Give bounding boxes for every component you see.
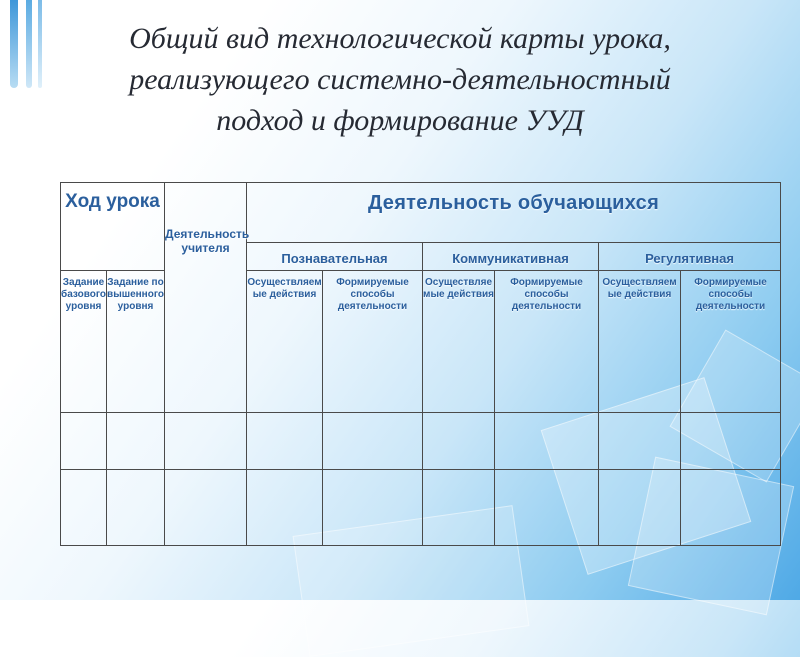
table-cell bbox=[247, 413, 323, 470]
table-cell bbox=[323, 470, 423, 546]
table-cell bbox=[599, 470, 681, 546]
lesson-map-table bbox=[60, 182, 781, 546]
title-line-2: реализующего системно-деятельностный bbox=[129, 63, 671, 96]
table-cell bbox=[495, 470, 599, 546]
table-cell bbox=[165, 470, 247, 546]
header-osushchestvlyaemye-deystviya: Осуществляемые действия bbox=[247, 271, 323, 413]
header-osushchestvlyaemye-deystviya: Осуществляемые действия bbox=[423, 271, 495, 413]
header-hod-uroka: Ход урока bbox=[61, 183, 165, 271]
header-deyatelnost-obuchayushchikhsya: Деятельность обучающихся bbox=[247, 183, 781, 243]
header-zadanie-povyshennogo: Задание повышенного уровня bbox=[107, 271, 165, 413]
decor-stripe bbox=[10, 0, 18, 88]
header-regulyativnaya: Регулятивная bbox=[599, 243, 781, 271]
table-cell bbox=[247, 470, 323, 546]
table-cell bbox=[681, 470, 781, 546]
decor-stripe bbox=[26, 0, 32, 88]
table-cell bbox=[423, 470, 495, 546]
table-row bbox=[61, 413, 781, 470]
table-cell bbox=[61, 413, 107, 470]
table-cell bbox=[495, 413, 599, 470]
header-zadanie-bazovogo: Задание базового уровня bbox=[61, 271, 107, 413]
header-formiruemye-sposoby: Формируемые способы деятельности bbox=[323, 271, 423, 413]
table-row bbox=[61, 470, 781, 546]
header-formiruemye-sposoby: Формируемые способы деятельности bbox=[681, 271, 781, 413]
table-cell bbox=[107, 413, 165, 470]
table-cell bbox=[107, 470, 165, 546]
header-kommunikativnaya: Коммуникативная bbox=[423, 243, 599, 271]
title-line-1: Общий вид технологической карты урока, bbox=[129, 22, 671, 55]
table-cell bbox=[599, 413, 681, 470]
table-row bbox=[61, 183, 781, 243]
table-cell bbox=[423, 413, 495, 470]
header-deyatelnost-uchitelya: Деятельность учителя bbox=[165, 183, 247, 413]
table-cell bbox=[61, 470, 107, 546]
table-cell bbox=[681, 413, 781, 470]
header-formiruemye-sposoby: Формируемые способы деятельности bbox=[495, 271, 599, 413]
header-osushchestvlyaemye-deystviya: Осуществляемые действия bbox=[599, 271, 681, 413]
slide-title bbox=[40, 18, 760, 141]
header-poznavatelnaya: Познавательная bbox=[247, 243, 423, 271]
title-line-3: подход и формирование УУД bbox=[216, 104, 584, 137]
table-cell bbox=[323, 413, 423, 470]
table-cell bbox=[165, 413, 247, 470]
